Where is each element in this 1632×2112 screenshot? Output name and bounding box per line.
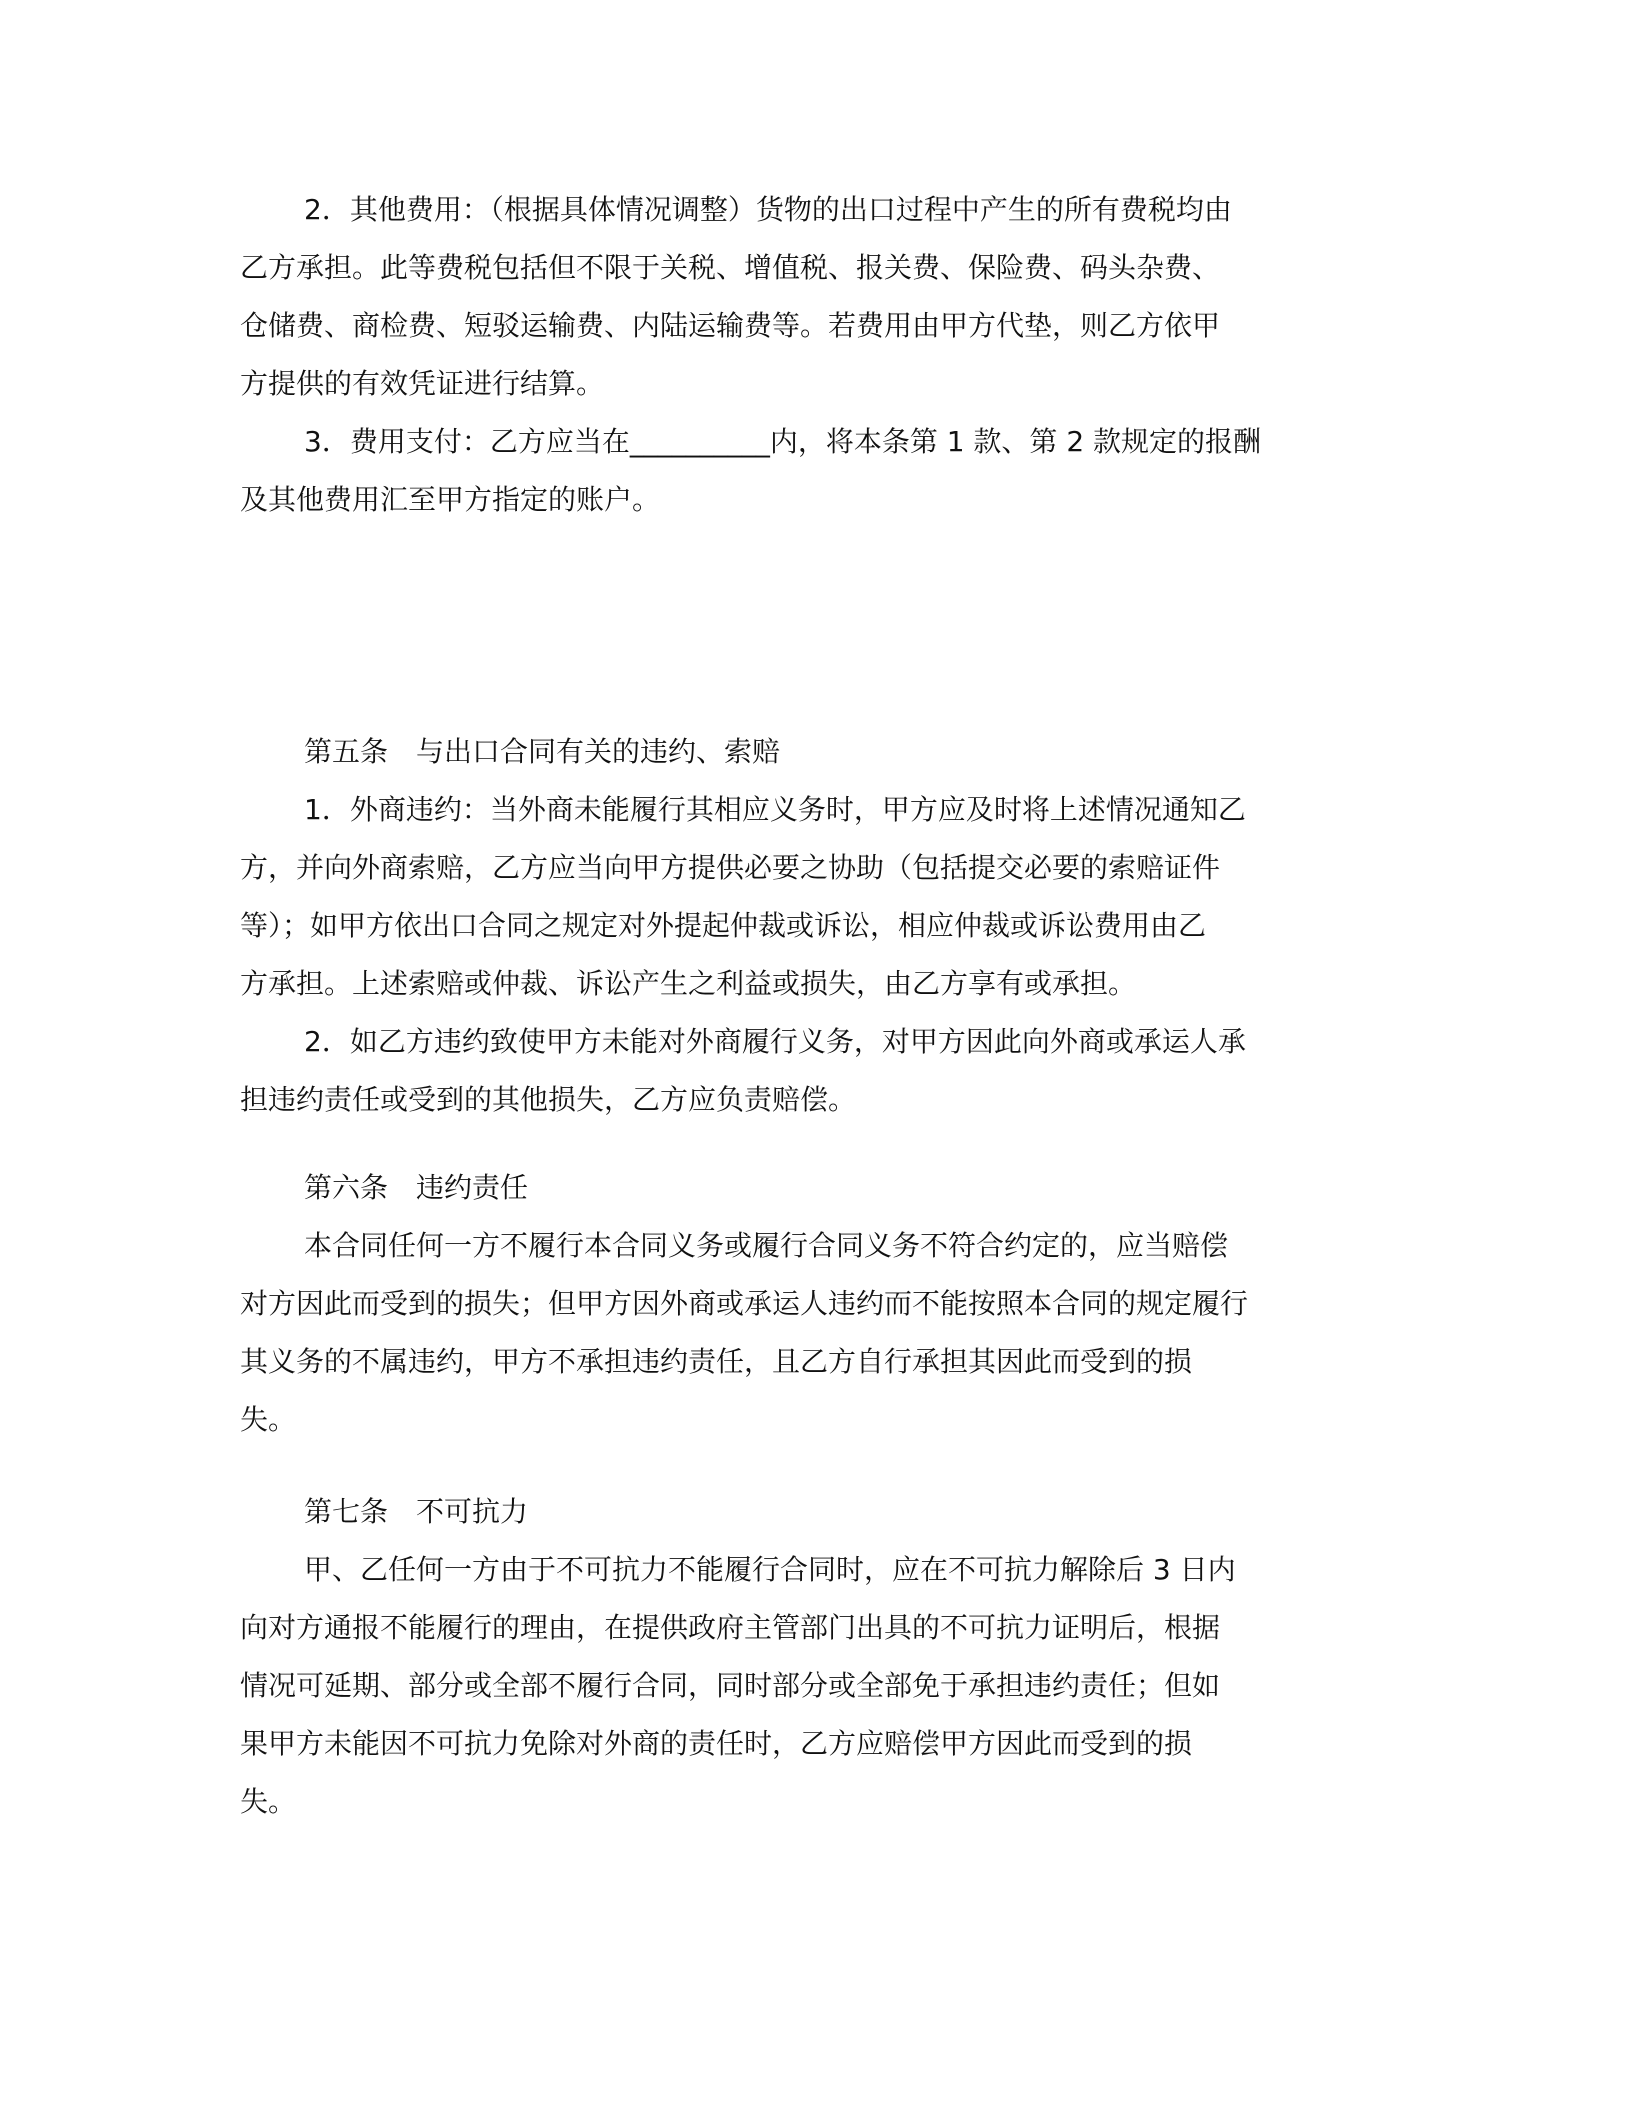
article-heading: 第七条 不可抗力	[304, 1495, 529, 1528]
text-line: 失。	[240, 1785, 297, 1818]
text-line: 方承担。上述索赔或仲裁、诉讼产生之利益或损失，由乙方享有或承担。	[240, 967, 1137, 1000]
text-line: 2．如乙方违约致使甲方未能对外商履行义务，对甲方因此向外商或承运人承	[304, 1025, 1246, 1058]
text-line: 仓储费、商检费、短驳运输费、内陆运输费等。若费用由甲方代垫，则乙方依甲	[240, 309, 1221, 342]
text-line: 等）；如甲方依出口合同之规定对外提起仲裁或诉讼，相应仲裁或诉讼费用由乙	[240, 909, 1207, 942]
text-line: 其义务的不属违约，甲方不承担违约责任，且乙方自行承担其因此而受到的损	[240, 1345, 1193, 1378]
text-line: 2．其他费用：（根据具体情况调整）货物的出口过程中产生的所有费税均由	[304, 193, 1232, 226]
article-heading: 第六条 违约责任	[304, 1171, 529, 1204]
text-line: 3．费用支付：乙方应当在__________内，将本条第 1 款、第 2 款规定的报酬	[304, 425, 1262, 458]
text-line: 本合同任何一方不履行本合同义务或履行合同义务不符合约定的，应当赔偿	[304, 1229, 1229, 1262]
article-heading: 第五条 与出口合同有关的违约、索赔	[304, 735, 781, 768]
text-line: 方提供的有效凭证进行结算。	[240, 367, 605, 400]
text-line: 1．外商违约：当外商未能履行其相应义务时，甲方应及时将上述情况通知乙	[304, 793, 1246, 826]
text-line: 向对方通报不能履行的理由，在提供政府主管部门出具的不可抗力证明后，根据	[240, 1611, 1221, 1644]
text-line: 对方因此而受到的损失；但甲方因外商或承运人违约而不能按照本合同的规定履行	[240, 1287, 1249, 1320]
text-line: 及其他费用汇至甲方指定的账户。	[240, 483, 661, 516]
text-line: 情况可延期、部分或全部不履行合同，同时部分或全部免于承担违约责任；但如	[240, 1669, 1221, 1702]
text-line: 方，并向外商索赔，乙方应当向甲方提供必要之协助（包括提交必要的索赔证件	[240, 851, 1221, 884]
text-line: 甲、乙任何一方由于不可抗力不能履行合同时，应在不可抗力解除后 3 日内	[304, 1553, 1236, 1586]
text-line: 担违约责任或受到的其他损失，乙方应负责赔偿。	[240, 1083, 857, 1116]
text-line: 失。	[240, 1403, 297, 1436]
text-line: 果甲方未能因不可抗力免除对外商的责任时，乙方应赔偿甲方因此而受到的损	[240, 1727, 1193, 1760]
text-line: 乙方承担。此等费税包括但不限于关税、增值税、报关费、保险费、码头杂费、	[240, 251, 1221, 284]
